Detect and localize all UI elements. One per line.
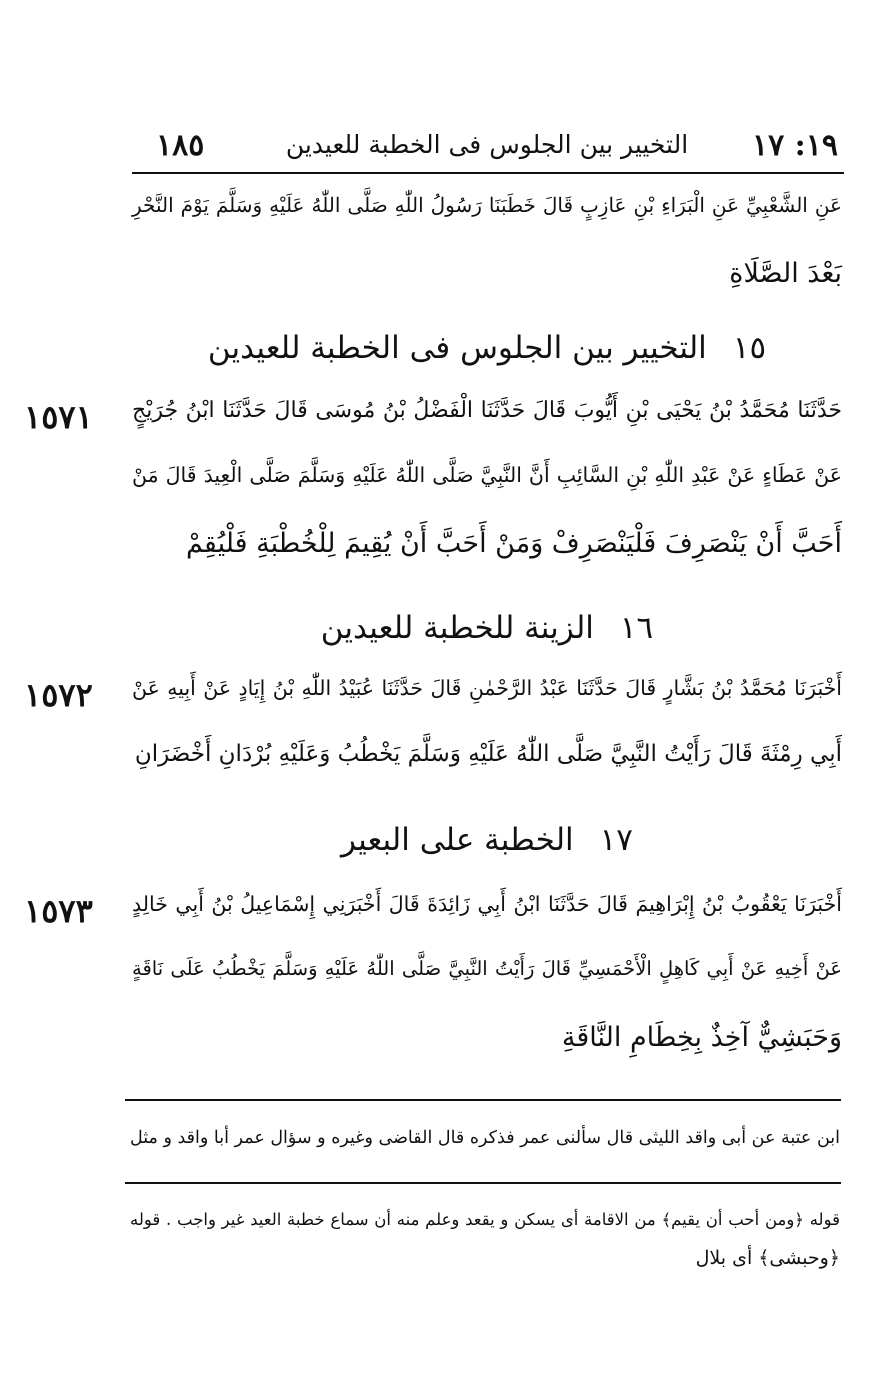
hadith-line: أَخْبَرَنَا مُحَمَّدُ بْنُ بَشَّارٍ قَالَ حَدَّثَنَا عَبْدُ الرَّحْمٰنِ قَالَ حَدَّثَنَا عُبَيْدُ اللّٰهِ بْنُ إِيَادٍ عَنْ أَبِيهِ عَنْ	[132, 676, 842, 700]
running-header	[132, 128, 842, 170]
chapter-title: الخطبة على البعير	[341, 822, 574, 858]
chapter-number: ١٥	[732, 330, 767, 366]
hadith-line: عَنْ أَخِيهِ عَنْ أَبِي كَاهِلٍ الْأَحْمَسِيِّ قَالَ رَأَيْتُ النَّبِيَّ صَلَّى اللّٰهُ عَلَيْهِ وَسَلَّمَ يَخْطُبُ عَلَى نَاقَةٍ	[132, 957, 842, 980]
intro-line: عَنِ الشَّعْبِيِّ عَنِ الْبَرَاءِ بْنِ عَازِبٍ قَالَ خَطَبَنَا رَسُولُ اللّٰهِ صَلَّى اللّٰهُ عَلَيْهِ وَسَلَّمَ يَوْمَ النَّحْرِ	[132, 193, 842, 217]
hadith-line: حَدَّثَنَا مُحَمَّدُ بْنُ يَحْيَى بْنِ أَيُّوبَ قَالَ حَدَّثَنَا الْفَضْلُ بْنُ مُوسَى قَالَ حَدَّثَنَا ابْنُ جُرَيْجٍ	[132, 398, 842, 423]
hadith-line: أَحَبَّ أَنْ يَنْصَرِفَ فَلْيَنْصَرِفْ وَمَنْ أَحَبَّ أَنْ يُقِيمَ لِلْخُطْبَةِ فَلْيُقِمْ	[185, 528, 842, 559]
intro-line: بَعْدَ الصَّلَاةِ	[729, 258, 842, 289]
notes-rule	[125, 1099, 841, 1101]
hadith-line: وَحَبَشِيٌّ آخِذٌ بِخِطَامِ النَّاقَةِ	[561, 1022, 842, 1053]
chapter-reference: ١٩: ١٧	[752, 128, 838, 163]
chapter-title: التخيير بين الجلوس فى الخطبة للعيدين	[207, 330, 707, 366]
page-number: ١٨٥	[156, 128, 205, 163]
hadith-line: أَخْبَرَنَا يَعْقُوبُ بْنُ إِبْرَاهِيمَ قَالَ حَدَّثَنَا ابْنُ أَبِي زَائِدَةَ قَالَ أَخْبَرَنِي إِسْمَاعِيلُ بْنُ أَبِي خَالِدٍ	[132, 892, 842, 916]
chapter-number: ١٦	[619, 610, 654, 646]
chapter-number: ١٧	[599, 822, 633, 858]
variant-note: ابن عتبة عن أبى واقد الليثى قال سألنى عمر فذكره قال القاضى وغيره و سؤال عمر أبا واقد و مثل	[130, 1128, 840, 1148]
chapter-title: الزينة للخطبة للعيدين	[320, 610, 594, 646]
header-rule	[132, 172, 844, 174]
footnote-line: قوله ﴿ومن أحب أن يقيم﴾ من الاقامة أى يسكن و يقعد وعلم منه أن سماع خطبة العيد غير واجب . قوله	[130, 1210, 840, 1229]
chapter-heading	[132, 330, 842, 366]
chapter-heading	[132, 610, 842, 646]
hadith-number: ١٥٧١	[24, 398, 93, 436]
hadith-number: ١٥٧٢	[24, 676, 93, 714]
hadith-line: أَبِي رِمْثَةَ قَالَ رَأَيْتُ النَّبِيَّ صَلَّى اللّٰهُ عَلَيْهِ وَسَلَّمَ يَخْطُبُ وَعَلَيْهِ بُرْدَانِ أَخْضَرَانِ	[134, 741, 842, 767]
chapter-heading	[132, 822, 842, 858]
hadith-number: ١٥٧٣	[24, 892, 93, 930]
hadith-line: عَنْ عَطَاءٍ عَنْ عَبْدِ اللّٰهِ بْنِ السَّائِبِ أَنَّ النَّبِيَّ صَلَّى اللّٰهُ عَلَيْهِ وَسَلَّمَ صَلَّى الْعِيدَ قَالَ مَنْ	[132, 463, 842, 487]
footnote-line: ﴿وحبشى﴾ أى بلال	[695, 1247, 840, 1269]
running-title: التخيير بين الجلوس فى الخطبة للعيدين	[285, 130, 689, 159]
footnote-rule	[125, 1182, 841, 1184]
